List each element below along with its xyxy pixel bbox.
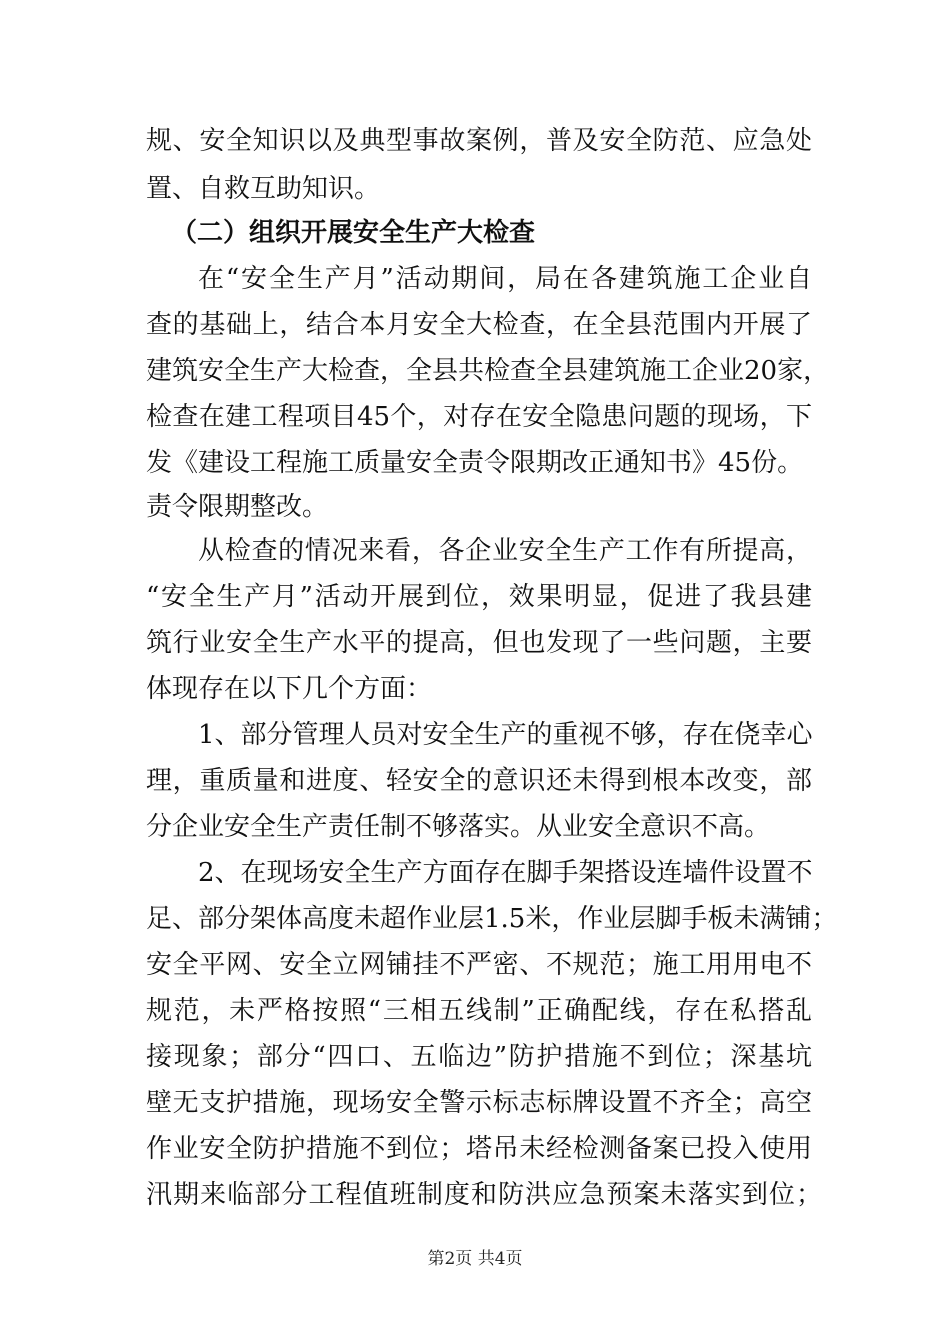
- list-item-line: 壁无支护措施，现场安全警示标志标牌设置不齐全；高空: [146, 1088, 812, 1118]
- list-item-line: 足、部分架体高度未超作业层1.5米，作业层脚手板未满铺；: [146, 904, 838, 934]
- paragraph-line: 发《建设工程施工质量安全责令限期改正通知书》45份。: [146, 448, 804, 478]
- paragraph-line: 检查在建工程项目45个，对存在安全隐患问题的现场，下: [146, 402, 812, 432]
- paragraph-line: 建筑安全生产大检查，全县共检查全县建筑施工企业20家，: [146, 356, 830, 386]
- list-item-line: 接现象；部分“四口、五临边”防护措施不到位；深基坑: [146, 1042, 812, 1072]
- list-item-line: 2、在现场安全生产方面存在脚手架搭设连墙件设置不: [198, 858, 813, 888]
- list-item-line: 1、部分管理人员对安全生产的重视不够，存在侥幸心: [198, 720, 813, 750]
- list-item-line: 作业安全防护措施不到位；塔吊未经检测备案已投入使用: [146, 1134, 812, 1164]
- list-item-line: 汛期来临部分工程值班制度和防洪应急预案未落实到位；: [146, 1180, 822, 1210]
- paragraph-line: “安全生产月”活动开展到位，效果明显，促进了我县建: [146, 582, 812, 612]
- section-heading: （二）组织开展安全生产大检查: [171, 218, 536, 248]
- paragraph-line: 筑行业安全生产水平的提高，但也发现了一些问题，主要: [146, 628, 812, 658]
- list-item-line: 理，重质量和进度、轻安全的意识还未得到根本改变，部: [146, 766, 812, 796]
- paragraph-line: 责令限期整改。: [146, 492, 329, 522]
- list-item-line: 安全平网、安全立网铺挂不严密、不规范；施工用用电不: [146, 950, 812, 980]
- intro-line: 规、安全知识以及典型事故案例，普及安全防范、应急处: [146, 126, 812, 156]
- paragraph-line: 从检查的情况来看，各企业安全生产工作有所提高，: [198, 536, 812, 566]
- paragraph-line: 在“安全生产月”活动期间，局在各建筑施工企业自: [198, 264, 812, 294]
- list-item-line: 分企业安全生产责任制不够落实。从业安全意识不高。: [146, 812, 771, 842]
- page-footer: 第2页 共4页: [427, 1249, 523, 1269]
- list-item-line: 规范，未严格按照“三相五线制”正确配线，存在私搭乱: [146, 996, 812, 1026]
- paragraph-line: 查的基础上，结合本月安全大检查，在全县范围内开展了: [146, 310, 812, 340]
- intro-line: 置、自救互助知识。: [146, 174, 381, 204]
- paragraph-line: 体现存在以下几个方面：: [146, 674, 433, 704]
